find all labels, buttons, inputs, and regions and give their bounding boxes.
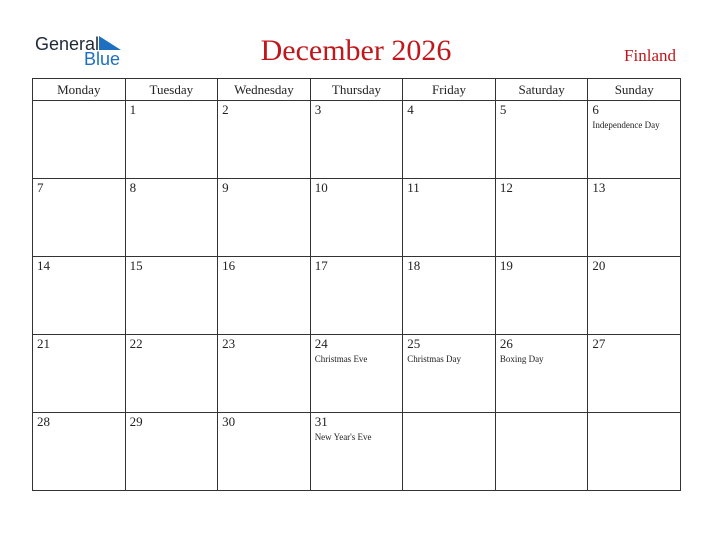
- country-label: Finland: [624, 46, 676, 65]
- day-number: 7: [37, 180, 44, 195]
- day-number: 6: [592, 102, 599, 117]
- day-number: 3: [314, 102, 322, 117]
- day-cell: [125, 335, 218, 413]
- day-number: 1: [129, 102, 137, 117]
- day-number: 8: [129, 180, 137, 195]
- day-number: 27: [592, 336, 606, 351]
- day-cell: [403, 335, 496, 413]
- week-row: [33, 101, 681, 179]
- day-cell: [33, 179, 126, 257]
- day-number: 13: [592, 180, 606, 195]
- weekday-header: Sunday: [588, 79, 681, 101]
- day-cell: [588, 101, 681, 179]
- weekday-header: Tuesday: [125, 79, 218, 101]
- day-number: 24: [314, 336, 328, 351]
- day-cell: [218, 413, 311, 491]
- calendar-grid: [32, 78, 681, 491]
- day-cell: [495, 335, 588, 413]
- day-cell: [218, 335, 311, 413]
- day-number: 4: [407, 102, 414, 117]
- day-cell: [588, 335, 681, 413]
- day-number: 11: [407, 180, 420, 195]
- logo-text-general: General: [35, 34, 100, 54]
- day-number: 31: [314, 414, 328, 429]
- day-number: 29: [129, 414, 143, 429]
- day-cell: [495, 179, 588, 257]
- day-cell: [310, 101, 403, 179]
- day-number: 19: [499, 258, 513, 273]
- day-cell: [125, 179, 218, 257]
- day-number: 26: [499, 336, 513, 351]
- day-number: 2: [222, 102, 229, 117]
- holiday-label: Christmas Eve: [314, 354, 368, 364]
- day-number: 12: [499, 180, 513, 195]
- weekday-header: Saturday: [495, 79, 588, 101]
- day-number: 9: [222, 180, 229, 195]
- day-number: 14: [37, 258, 50, 273]
- week-row: [33, 179, 681, 257]
- day-cell: [403, 413, 496, 491]
- weekday-header-row: [33, 79, 681, 101]
- day-cell: [495, 101, 588, 179]
- week-row: [33, 257, 681, 335]
- day-cell: [125, 257, 218, 335]
- week-row: [33, 413, 681, 491]
- day-cell: [33, 413, 126, 491]
- day-cell: [310, 179, 403, 257]
- day-cell: [310, 335, 403, 413]
- day-cell: [588, 413, 681, 491]
- holiday-label: Christmas Day: [407, 354, 461, 364]
- day-cell: [218, 257, 311, 335]
- day-number: 18: [407, 258, 421, 273]
- day-number: 23: [222, 336, 236, 351]
- day-cell: [403, 179, 496, 257]
- weekday-header: Thursday: [310, 79, 403, 101]
- holiday-label: Independence Day: [592, 120, 660, 130]
- day-cell: [495, 413, 588, 491]
- day-cell: [33, 101, 126, 179]
- day-number: 16: [222, 258, 236, 273]
- day-number: 15: [129, 258, 143, 273]
- day-number: 21: [37, 336, 50, 351]
- day-number: 22: [129, 336, 143, 351]
- day-cell: [403, 101, 496, 179]
- day-cell: [310, 257, 403, 335]
- day-cell: [125, 413, 218, 491]
- day-cell: [33, 257, 126, 335]
- day-cell: [588, 179, 681, 257]
- day-cell: [218, 101, 311, 179]
- day-cell: [403, 257, 496, 335]
- day-cell: [218, 179, 311, 257]
- weekday-header: Friday: [403, 79, 496, 101]
- weekday-header: Wednesday: [218, 79, 311, 101]
- day-number: 17: [314, 258, 328, 273]
- day-cell: [588, 257, 681, 335]
- weekday-header: Monday: [33, 79, 126, 101]
- day-number: 30: [222, 414, 236, 429]
- day-cell: [495, 257, 588, 335]
- day-cell: [125, 101, 218, 179]
- day-cell: [33, 335, 126, 413]
- page-title: December 2026: [260, 34, 452, 67]
- day-number: 5: [499, 102, 507, 117]
- holiday-label: New Year's Eve: [314, 432, 372, 442]
- logo-text-blue: Blue: [84, 49, 121, 69]
- week-row: [33, 335, 681, 413]
- day-number: 20: [592, 258, 606, 273]
- day-number: 10: [314, 180, 328, 195]
- holiday-label: Boxing Day: [499, 354, 544, 364]
- day-number: 25: [407, 336, 421, 351]
- day-cell: [310, 413, 403, 491]
- day-number: 28: [37, 414, 50, 429]
